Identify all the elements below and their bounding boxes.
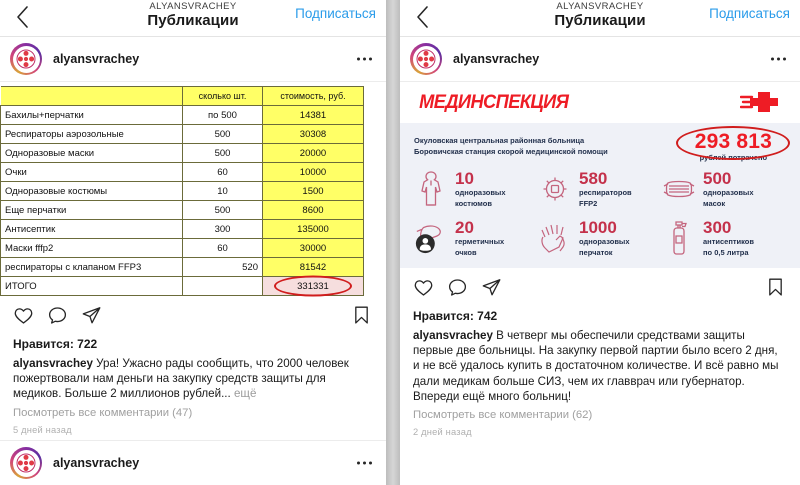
cell-item-name: Респираторы аэрозольные (1, 125, 183, 144)
supply-item-label: перчаток (579, 247, 613, 257)
comment-bubble-icon[interactable] (47, 305, 68, 331)
infographic-header (400, 82, 800, 123)
caption-more-link[interactable]: ещё (230, 387, 257, 401)
right-phone-screen (400, 0, 800, 485)
total-highlight-ellipse (274, 276, 352, 297)
post-timestamp: 5 дней назад (13, 424, 72, 435)
table-row (1, 201, 364, 220)
supply-item-label: герметичных (455, 236, 505, 246)
caption-text (413, 328, 787, 404)
supply-item (538, 169, 662, 209)
table-total-row (1, 277, 364, 296)
left-post-media (0, 82, 386, 296)
cell-cost: 30000 (263, 239, 364, 258)
cell-quantity: 60 (183, 239, 263, 258)
medical-cross-avatar-icon (16, 49, 36, 69)
avatar[interactable] (410, 43, 442, 75)
supply-item-label: масок (703, 198, 726, 208)
cell-quantity: 500 (183, 201, 263, 220)
hospital-names (414, 136, 608, 157)
expenses-table-head (1, 87, 364, 106)
table-row (1, 239, 364, 258)
supply-item-label: одноразовых (455, 187, 506, 197)
supply-item-label: костюмов (455, 198, 492, 208)
cell-cost: 81542 (263, 258, 364, 277)
heart-icon[interactable] (413, 277, 434, 303)
right-navbar (400, 0, 800, 37)
cell-quantity: 10 (183, 182, 263, 201)
cell-item-name: Маски fffp2 (1, 239, 183, 258)
cell-item-name: Бахилы+перчатки (1, 106, 183, 125)
avatar-inner (413, 46, 440, 73)
infographic-logo: МЕДИНСПЕКЦИЯ (419, 91, 569, 113)
amount-highlight-ellipse (676, 126, 790, 160)
page-title: Публикации (554, 12, 646, 29)
post-timestamp: 2 дней назад (413, 427, 472, 438)
amount-spent-block (681, 131, 786, 162)
supply-item-count: 20 (455, 217, 474, 237)
bookmark-icon[interactable] (766, 277, 785, 303)
table-row (1, 106, 364, 125)
cell-quantity: 300 (183, 220, 263, 239)
cell-item-name: Еще перчатки (1, 201, 183, 220)
cell-item-name: Очки (1, 163, 183, 182)
sanitizer-spray-icon (662, 218, 696, 258)
supply-item-label: очков (455, 247, 477, 257)
th-name (1, 87, 183, 106)
supply-item-label: FFP2 (579, 198, 598, 208)
expenses-table (0, 86, 364, 296)
gloves-icon (538, 218, 572, 258)
cell-total-label: ИТОГО (1, 277, 183, 296)
left-caption-block (0, 337, 386, 435)
caption-body: В четверг мы обеспечили средствами защиты первые две больницы. На закупку первой партии было всего 2 дня, и не всё удалось купить в достаточном количестве. И всё равно мы дали медикам больше СИЗ, чем их главврач или губернатор. Впереди ещё много больниц! (413, 329, 779, 403)
supply-item-text (579, 219, 630, 258)
caption-body: Ура! Ужасно рады сообщить, что 2000 человек пожертвовали нам деньги на закупку средств защиты для медиков. Больше 2 миллионов рублей... (13, 357, 349, 401)
right-caption-block (400, 309, 800, 437)
cell-quantity: 500 (183, 125, 263, 144)
more-options-icon[interactable] (357, 462, 372, 465)
table-row (1, 258, 364, 277)
right-action-bar (400, 268, 800, 305)
cell-cost: 10000 (263, 163, 364, 182)
supply-item-label: по 0,5 литра (703, 247, 749, 257)
table-row (1, 220, 364, 239)
caption-username[interactable]: alyansvrachey (13, 357, 93, 370)
page-title: Публикации (147, 12, 239, 29)
avatar-inner (13, 450, 40, 477)
hospital-line-2: Боровичская станция скорой медицинской помощи (414, 146, 608, 156)
supply-item-label: антисептиков (703, 236, 754, 246)
supply-item-text (703, 219, 754, 258)
cell-total-cost: 331331 (263, 277, 364, 296)
supply-item (414, 169, 538, 209)
supply-item-count: 300 (703, 217, 732, 237)
heart-icon[interactable] (13, 305, 34, 331)
left-phone-screen (0, 0, 386, 485)
cell-quantity: 500 (183, 144, 263, 163)
cell-quantity: 520 (183, 258, 263, 277)
supply-item-label: респираторов (579, 187, 632, 197)
supply-item-text (455, 219, 504, 258)
caption-text (13, 356, 373, 402)
post-username[interactable]: alyansvrachey (453, 52, 540, 66)
nav-account-kicker: ALYANSVRACHEY (149, 1, 237, 12)
medical-cross-avatar-icon (416, 49, 436, 69)
supply-item-count: 500 (703, 168, 732, 188)
cell-cost: 20000 (263, 144, 364, 163)
table-row (1, 144, 364, 163)
supply-item (538, 218, 662, 258)
left-navbar (0, 0, 386, 37)
infographic-summary-row (414, 131, 786, 162)
likes-count: Нравится: 722 (13, 337, 98, 351)
table-row (1, 125, 364, 144)
face-mask-icon (662, 169, 696, 209)
view-comments-link[interactable]: Посмотреть все комментарии (62) (413, 409, 593, 422)
supply-item-count: 580 (579, 168, 608, 188)
view-comments-link[interactable]: Посмотреть все комментарии (47) (13, 406, 193, 419)
supply-item-text (455, 170, 506, 209)
supply-item (662, 169, 786, 209)
goggles-icon (414, 218, 448, 258)
post-username[interactable]: alyansvrachey (53, 52, 140, 66)
cell-cost: 8600 (263, 201, 364, 220)
supply-item-count: 1000 (579, 217, 617, 237)
supply-item-text (579, 170, 632, 209)
caption-username[interactable]: alyansvrachey (413, 329, 493, 342)
next-post-header (0, 440, 386, 485)
amount-spent-value: 293 813 (694, 130, 772, 153)
supply-item-label: одноразовых (579, 236, 630, 246)
table-row (1, 182, 364, 201)
supply-item-text (703, 170, 754, 209)
amount-spent-caption: рублей потрачено (699, 153, 768, 162)
cell-item-name: Одноразовые костюмы (1, 182, 183, 201)
follow-button[interactable]: Подписаться (295, 6, 376, 21)
cell-cost: 14381 (263, 106, 364, 125)
th-cost: стоимость, руб. (263, 87, 364, 106)
likes-count: Нравится: 742 (413, 309, 498, 323)
cell-cost: 1500 (263, 182, 364, 201)
expenses-table-body (1, 106, 364, 296)
share-paperplane-icon[interactable] (481, 277, 502, 303)
red-cross-speed-icon (740, 89, 786, 115)
table-row (1, 163, 364, 182)
cell-total-quantity (183, 277, 263, 296)
cell-cost: 30308 (263, 125, 364, 144)
nav-account-kicker: ALYANSVRACHEY (556, 1, 644, 12)
supply-item-count: 10 (455, 168, 474, 188)
cell-item-name: Одноразовые маски (1, 144, 183, 163)
left-action-bar (0, 296, 386, 333)
follow-button[interactable]: Подписаться (709, 6, 790, 21)
avatar[interactable] (10, 43, 42, 75)
cell-item-name: Антисептик (1, 220, 183, 239)
respirator-icon (538, 169, 572, 209)
th-quantity: сколько шт. (183, 87, 263, 106)
medical-cross-avatar-icon (16, 453, 36, 473)
right-post-header (400, 37, 800, 82)
supply-item-label: одноразовых (703, 187, 754, 197)
avatar-inner (13, 46, 40, 73)
panel-divider (386, 0, 400, 485)
cell-quantity: 60 (183, 163, 263, 182)
cell-item-name: респираторы с клапаном FFP3 (1, 258, 183, 277)
right-post-media (400, 82, 800, 268)
hospital-line-1: Окуловская центральная районная больница (414, 136, 585, 145)
post-username[interactable]: alyansvrachey (53, 456, 140, 470)
supply-item (662, 218, 786, 258)
comment-bubble-icon[interactable] (447, 277, 468, 303)
more-options-icon[interactable] (357, 58, 372, 61)
supply-item (414, 218, 538, 258)
left-post-header (0, 37, 386, 82)
supplies-grid (414, 169, 786, 258)
cell-cost: 135000 (263, 220, 364, 239)
avatar[interactable] (10, 447, 42, 479)
table-header-row (1, 87, 364, 106)
bookmark-icon[interactable] (352, 305, 371, 331)
cell-quantity: по 500 (183, 106, 263, 125)
more-options-icon[interactable] (771, 58, 786, 61)
share-paperplane-icon[interactable] (81, 305, 102, 331)
infographic-body (400, 123, 800, 268)
hazmat-suit-icon (414, 169, 448, 209)
